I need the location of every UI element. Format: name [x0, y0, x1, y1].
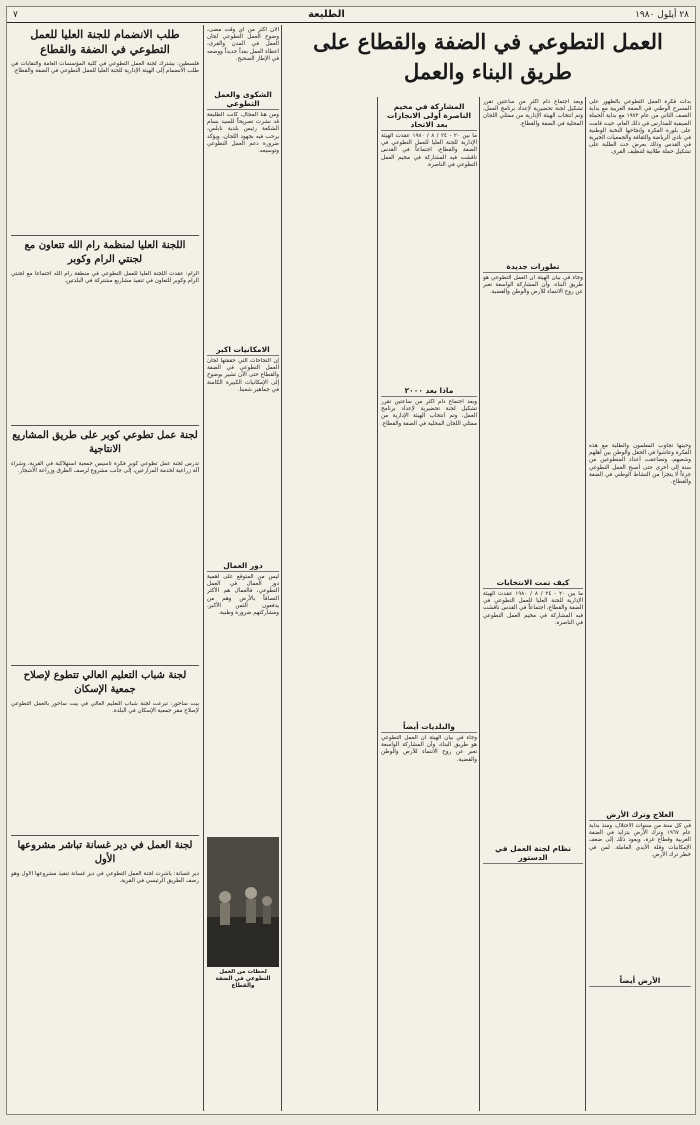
main-headline: العمل التطوعي في الضفة والقطاع على طريق البناء والعمل [313, 29, 663, 84]
right-column-bottom [589, 807, 691, 1107]
paragraph: بدأت فكرة العمل التطوعي بالظهور على المسرح الوطني في الضفة الغربية مع بداية النصف الثاني من عام ١٩٧٢ مع بداية الحملة الصيفية للمدارس في ذلك العام، حيث قامت على بلورة الفكرة وإنجاحها النخبة الوطنية في نادي الرياضة والثقافة والجمعيات الخيرية في القدس وذلك بعرض حث الطلبة على تشكيل حملة طلابية لتنظيف القرى. [589, 99, 691, 156]
subhead: والبلديات أيضاً [381, 722, 477, 733]
header-date: ٢٨ أيلول ١٩٨٠ [635, 9, 689, 20]
headline: لجنة العمل في دير غسانة تباشر مشروعها الأول [11, 835, 199, 867]
subhead: الامكانيات اكبر [207, 345, 279, 356]
news-photo [207, 837, 279, 967]
subhead: الشكوى والعمل التطوعي [207, 90, 279, 110]
paragraph: وجاء في بيان الهيئة أن العمل التطوعي هو طريق البناء، وأن المشاركة الواسعة تعبر عن روح الانتماء للأرض والوطن والقضية. [381, 735, 477, 763]
photo-image [207, 837, 279, 967]
column-divider [585, 97, 586, 1111]
paragraph: دير غسانة: باشرت لجنة العمل التطوعي في دير غسانة تنفيذ مشروعها الأول وهو رصف الطريق الرئيسي في القرية. [11, 871, 199, 885]
subhead: تطورات جديدة [483, 262, 583, 273]
subhead: دور العمال [207, 561, 279, 572]
column-divider [377, 97, 378, 1111]
subhead: المشاركة في مخيم الناصرة أولى الانجازات بعد الاتحاد [381, 102, 477, 131]
paragraph: ما بين ٢٠ - ٢٤ / ٨ / ١٩٨٠ عقدت الهيئة الإدارية للجنة العليا للعمل التطوعي في الضفة والقطاع، اجتماعاً في القدس ناقشت فيه المشاركة في مخيم العمل التطوعي في الناصرة. [381, 133, 477, 168]
paragraph: الآن اكثر من أي وقت مضى، وضوح العمل التطوعي لجان العمل في المدن والقرى، اعطاء العمل بعداً جديداً ووضعه في الإطار الصحيح. [207, 27, 279, 62]
headline: لجنة عمل تطوعي كوبر على طريق المشاريع الانتاجية [11, 425, 199, 457]
paragraph: وبعد اجتماع دام اكثر من ساعتين تقرر تشكيل لجنة تحضيرية لإعداد برنامج العمل، وتم انتخاب الهيئة الإدارية من ممثلي اللجان المحلية في الضفة والقطاع. [483, 99, 583, 127]
paragraph: ليس من المتوقع على أهمية دور العمال في العمل التطوعي، فالعمال هم الأكثر التصاقاً بالأرض وهم من يدفعون الثمن الأكبر، ومشاركتهم ضرورة وطنية. [207, 574, 279, 617]
right-column-text-top [589, 99, 691, 439]
second-column [483, 99, 583, 1109]
column-divider [281, 25, 282, 1111]
paragraph: فلسطين: يشترك لجنة العمل التطوعي في كلية المؤسسات العامة والنقابات في طلب الانضمام إلى الهيئة الإدارية للجنة العليا للعمل التطوعي في الضفة والقطاع. [11, 61, 199, 75]
paragraph: ومن هنا المجال، كانت الطليعة قد نشرت تصريحاً للسيد بسام الشكعة رئيس بلدية نابلس، يرحب فيه بجهود اللجان، ويؤكد ضرورة دعم العمل التطوعي وتوسيعه. [207, 112, 279, 155]
paragraph: وبعد اجتماع دام اكثر من ساعتين تقرر تشكيل لجنة تحضيرية لإعداد برنامج العمل، وتم انتخاب الهيئة الإدارية من ممثلي اللجان المحلية في الضفة والقطاع. [381, 399, 477, 427]
third-column [381, 99, 477, 1109]
header-publication: الطليعة [308, 9, 345, 20]
paragraph: ما بين ٢٠ - ٢٤ / ٨ / ١٩٨٠ عقدت الهيئة الإدارية للجنة العليا للعمل التطوعي في الضفة والقطاع، اجتماعاً في القدس ناقشت فيه المشاركة في مخيم العمل التطوعي في الناصرة. [483, 591, 583, 626]
subhead: نظام لجنة العمل في الدستور [483, 844, 583, 864]
photo-caption: لحظات من العمل التطوعي في الضفة والقطاع [215, 969, 271, 989]
subhead: العلاج وترك الأرض [589, 810, 691, 821]
headline: لجنة شباب التعليم العالي تتطوع لإصلاح جمعية الإسكان [11, 665, 199, 697]
right-column-text-mid [589, 443, 691, 803]
header-page-number: ٧ [13, 9, 18, 20]
paragraph: تدرس لجنة عمل تطوعي كوبر فكرة تأسيس جمعية استهلاكية في القرية، وشراء آلة زراعية لخدمة المزارعين، إلى جانب مشروع لرصف الطرق وزراعة الأشجار. [11, 461, 199, 475]
column-divider [479, 97, 480, 1111]
paragraph: في كل سنة من سنوات الاحتلال، ومنذ بداية عام ١٩٦٧ وترك الأرض يتزايد في الضفة الغربية وقطاع غزة، ويعود ذلك إلى ضعف الإمكانيات وقلة الأيدي العاملة. لمن في خطر ترك الأرض. [589, 823, 691, 858]
column-divider [203, 25, 204, 1111]
paragraph: الرام: عقدت اللجنة العليا للعمل التطوعي في منطقة رام الله اجتماعاً مع لجنتي الرام وكوبر للتعاون في تنفيذ مشاريع مشتركة في البلدتين. [11, 271, 199, 285]
newspaper-page [6, 6, 696, 1115]
subhead: ماذا بعد ٢٠٠٠ [381, 386, 477, 397]
page-header [7, 7, 695, 23]
far-left-column [11, 27, 199, 1111]
paragraph: إن النجاحات التي حققتها لجان العمل التطوعي في الضفة والقطاع حتى الآن تشير بوضوح إلى الإمكانيات الكبيرة الكامنة في جماهير شعبنا. [207, 358, 279, 393]
headline: طلب الانضمام للجنة العليا للعمل التطوعي في الضفة والقطاع [30, 28, 180, 56]
paragraph: بيت ساحور: تبرعت لجنة شباب التعليم العالي في بيت ساحور بالعمل التطوعي لإصلاح مقر جمعية الإسكان في البلدة. [11, 701, 199, 715]
headline: اللجنة العليا لمنظمة رام الله تتعاون مع لجنتي الرام وكوبر [11, 235, 199, 267]
subhead: الأرض أيضاً [589, 976, 691, 987]
paragraph: وجاء في بيان الهيئة أن العمل التطوعي هو طريق البناء، وأن المشاركة الواسعة تعبر عن روح الانتماء للأرض والوطن والقضية. [483, 275, 583, 296]
paragraph: وحينها تجاوب المعلمون والطلبة مع هذه الفكرة وعاشوا في الحقل والوطن بين أهلهم وشعبهم، وتضاعفت أعداد المتطوعين من سنة إلى أخرى حتى أصبح العمل التطوعي جزءاً لا يتجزأ من النشاط الوطني في الضفة والقطاع. [589, 443, 691, 486]
subhead: كيف تمت الانتخابات [483, 578, 583, 589]
